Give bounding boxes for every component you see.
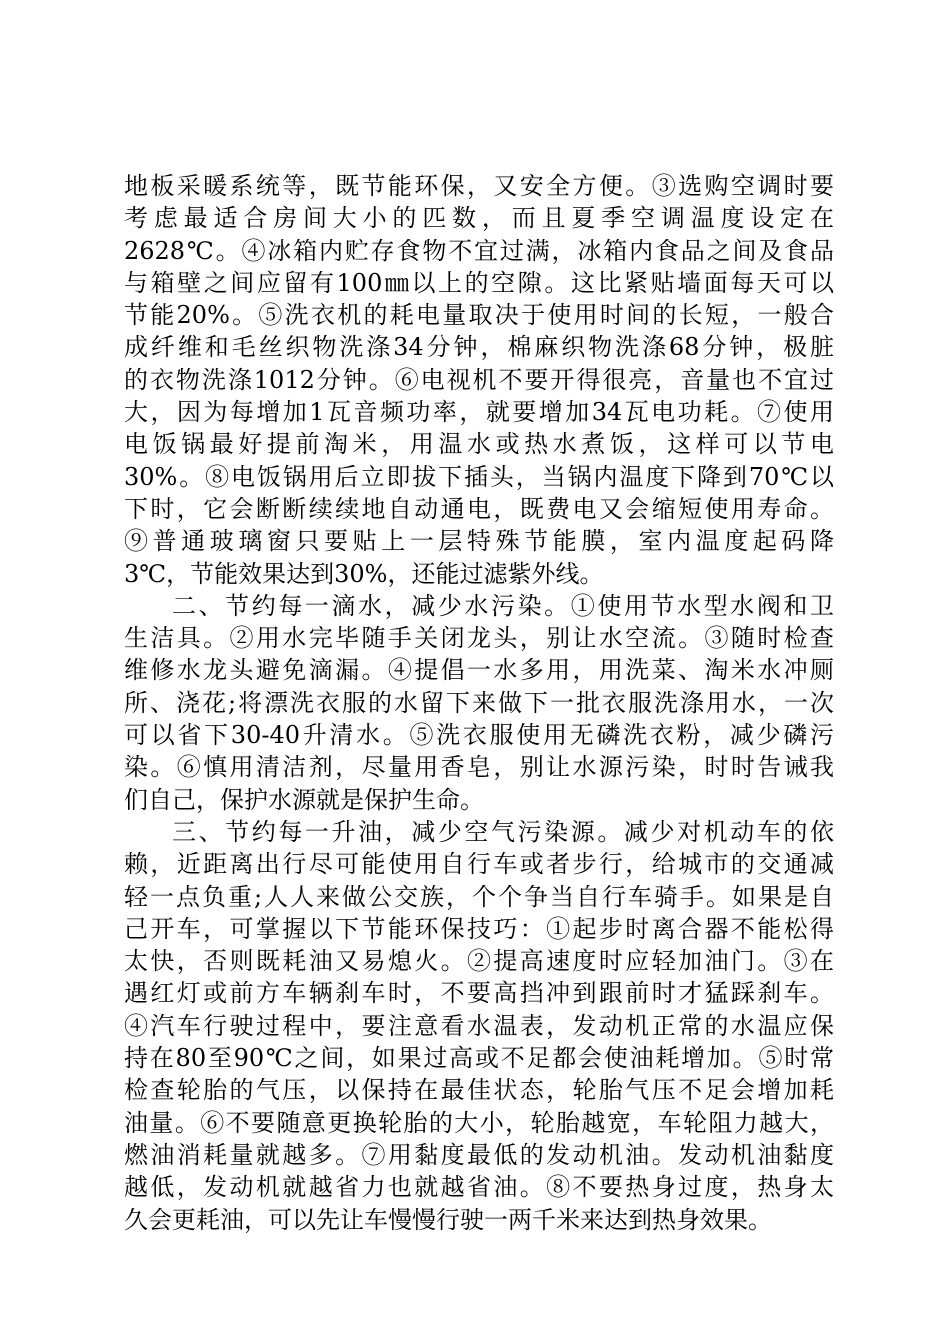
paragraph-energy-saving-appliances [124, 170, 834, 590]
text-line: 3℃，节能效果达到30%，还能过滤紫外线。 [124, 559, 604, 588]
text-line: 久会更耗油，可以先让车慢慢行驶一两千米来达到热身效果。 [124, 1205, 772, 1234]
paragraph-heading-line: 二、节约每一滴水，减少水污染。①使用节水型水阀和卫 [172, 591, 834, 620]
text-line: 成纤维和毛丝织物洗涤34分钟，棉麻织物洗涤68分钟，极脏 [124, 333, 834, 362]
text-line: 节能20%。⑤洗衣机的耗电量取决于使用时间的长短，一般合 [124, 301, 834, 330]
text-line: ⑨普通玻璃窗只要贴上一层特殊节能膜，室内温度起码降 [124, 527, 834, 556]
text-line: 下时，它会断断续续地自动通电，既费电又会缩短使用寿命。 [124, 494, 834, 523]
text-line: 越低，发动机就越省力也就越省油。⑧不要热身过度，热身太 [124, 1173, 834, 1202]
paragraph-save-water [124, 590, 834, 816]
text-line: 的衣物洗涤1012分钟。⑥电视机不要开得很亮，音量也不宜过 [124, 365, 834, 394]
text-line: 电饭锅最好提前淘米，用温水或热水煮饭，这样可以节电 [124, 430, 834, 459]
text-line: 维修水龙头避免滴漏。④提倡一水多用，用洗菜、淘米水冲厕 [124, 656, 834, 685]
text-line: 们自己，保护水源就是保护生命。 [124, 785, 484, 814]
text-line: 轻一点负重;人人来做公交族，个个争当自行车骑手。如果是自 [124, 882, 834, 911]
text-line: 大，因为每增加1瓦音频功率，就要增加34瓦电功耗。⑦使用 [124, 398, 834, 427]
text-line: 己开车，可掌握以下节能环保技巧：①起步时离合器不能松得 [124, 914, 834, 943]
document-page [124, 170, 834, 1236]
text-line: 所、浇花;将漂洗衣服的水留下来做下一批衣服洗涤用水，一次 [124, 688, 834, 717]
text-line: 遇红灯或前方车辆刹车时，不要高挡冲到跟前时才猛踩刹车。 [124, 979, 834, 1008]
text-line: 太快，否则既耗油又易熄火。②提高速度时应轻加油门。③在 [124, 947, 834, 976]
text-line: 2628℃。④冰箱内贮存食物不宜过满，冰箱内食品之间及食品 [124, 236, 834, 265]
text-line: 持在80至90℃之间，如果过高或不足都会使油耗增加。⑤时常 [124, 1044, 834, 1073]
text-line: 检查轮胎的气压，以保持在最佳状态，轮胎气压不足会增加耗 [124, 1076, 834, 1105]
text-line: 30%。⑧电饭锅用后立即拔下插头，当锅内温度下降到70℃以 [124, 462, 834, 491]
text-line: 考虑最适合房间大小的匹数，而且夏季空调温度设定在 [124, 204, 834, 233]
text-line: 与箱壁之间应留有100㎜以上的空隙。这比紧贴墙面每天可以 [124, 268, 834, 297]
text-line: ④汽车行驶过程中，要注意看水温表，发动机正常的水温应保 [124, 1011, 834, 1040]
text-line: 赖，近距离出行尽可能使用自行车或者步行，给城市的交通减 [124, 850, 834, 879]
text-line: 油量。⑥不要随意更换轮胎的大小，轮胎越宽，车轮阻力越大， [124, 1108, 834, 1137]
text-line: 可以省下30-40升清水。⑤洗衣服使用无磷洗衣粉，减少磷污 [124, 721, 834, 750]
paragraph-heading-line: 三、节约每一升油，减少空气污染源。减少对机动车的依 [172, 817, 834, 846]
text-line: 生洁具。②用水完毕随手关闭龙头，别让水空流。③随时检查 [124, 624, 834, 653]
text-line: 地板采暖系统等，既节能环保，又安全方便。③选购空调时要 [124, 172, 834, 200]
text-line: 染。⑥慎用清洁剂，尽量用香皂，别让水源污染，时时告诫我 [124, 753, 834, 782]
paragraph-save-oil [124, 816, 834, 1236]
text-line: 燃油消耗量就越多。⑦用黏度最低的发动机油。发动机油黏度 [124, 1140, 834, 1169]
